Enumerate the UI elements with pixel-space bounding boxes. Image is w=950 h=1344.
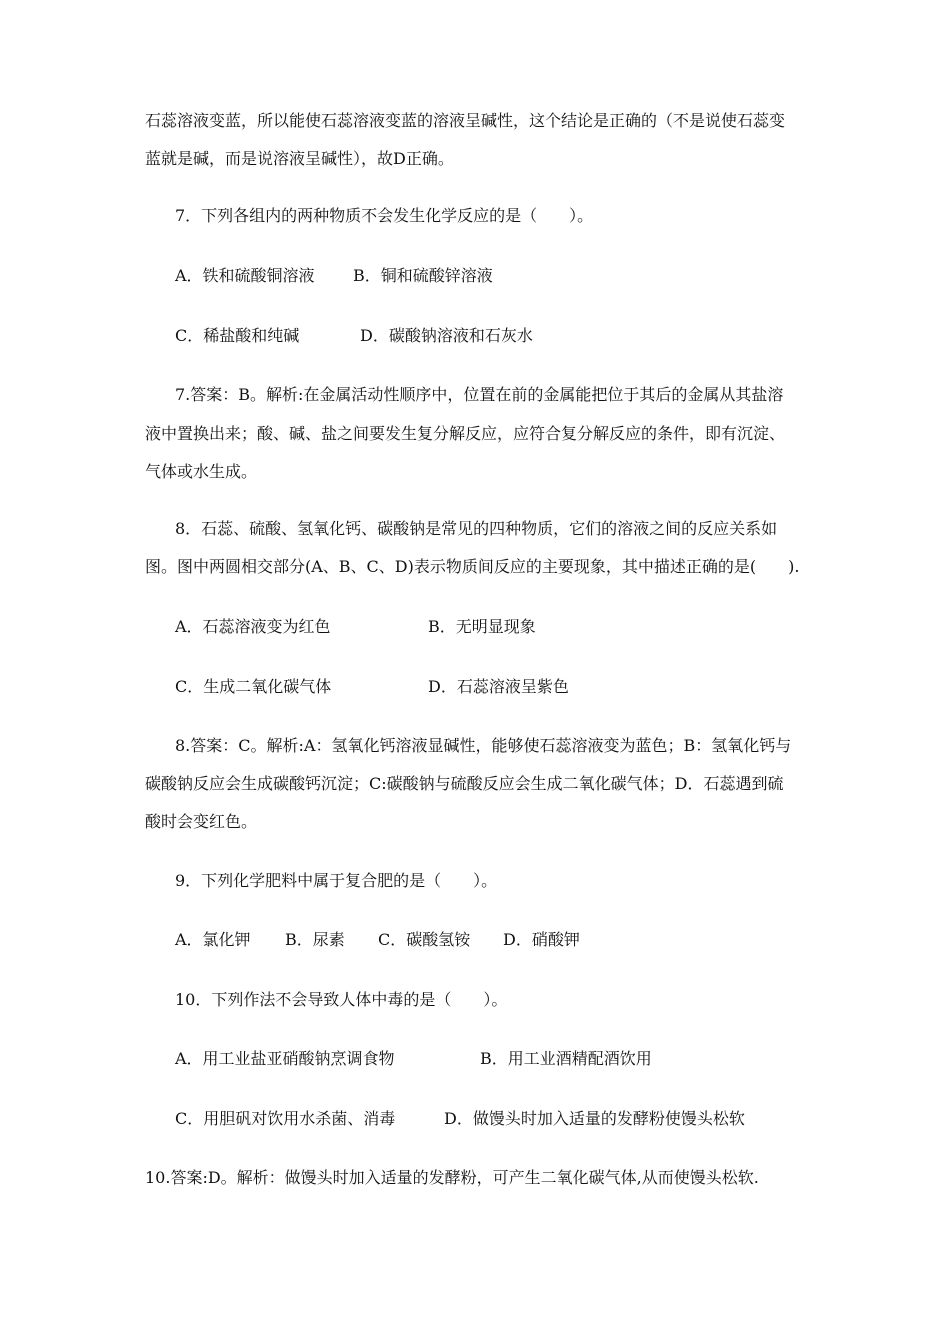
- question-7-answer-line-3: 气体或水生成。: [145, 462, 258, 481]
- question-8-option-d: D．石蕊溶液呈紫色: [428, 677, 569, 696]
- question-7-stem: 7．下列各组内的两种物质不会发生化学反应的是（ ）。: [175, 206, 594, 225]
- question-7-option-d: D．碳酸钠溶液和石灰水: [360, 326, 533, 345]
- question-10-option-c: C．用胆矾对饮用水杀菌、消毒: [175, 1109, 396, 1128]
- question-8-answer-line-3: 酸时会变红色。: [145, 812, 258, 831]
- answer-continuation-line-1: 石蕊溶液变蓝，所以能使石蕊溶液变蓝的溶液呈碱性，这个结论是正确的（不是说使石蕊变: [145, 111, 786, 130]
- question-8-option-c: C．生成二氧化碳气体: [175, 677, 332, 696]
- question-7-answer-line-1: 7.答案：B。解析:在金属活动性顺序中，位置在前的金属能把位于其后的金属从其盐溶: [175, 385, 784, 404]
- question-8-option-b: B．无明显现象: [428, 617, 536, 636]
- question-9-option-b: B．尿素: [285, 930, 345, 949]
- question-10-answer: 10.答案:D。解析：做馒头时加入适量的发酵粉，可产生二氧化碳气体,从而使馒头松软.: [145, 1168, 759, 1187]
- question-8-answer-line-2: 碳酸钠反应会生成碳酸钙沉淀；C:碳酸钠与硫酸反应会生成二氧化碳气体；D．石蕊遇到硫: [145, 774, 784, 793]
- question-9-option-d: D．硝酸钾: [503, 930, 580, 949]
- question-8-answer-line-1: 8.答案：C。解析:A：氢氧化钙溶液显碱性，能够使石蕊溶液变为蓝色；B：氢氧化钙与: [175, 736, 792, 755]
- question-9-option-a: A．氯化钾: [175, 930, 251, 949]
- question-7-option-c: C．稀盐酸和纯碱: [175, 326, 300, 345]
- question-8-stem-line-1: 8．石蕊、硫酸、氢氧化钙、碳酸钠是常见的四种物质，它们的溶液之间的反应关系如: [175, 519, 778, 538]
- question-10-stem: 10．下列作法不会导致人体中毒的是（ ）。: [175, 990, 508, 1009]
- question-7-option-a: A．铁和硫酸铜溶液: [175, 266, 315, 285]
- question-7-option-b: B．铜和硫酸锌溶液: [353, 266, 493, 285]
- question-10-option-b: B．用工业酒精配酒饮用: [480, 1049, 652, 1068]
- question-8-stem-line-2: 图。图中两圆相交部分(A、B、C、D)表示物质间反应的主要现象，其中描述正确的是( ).: [145, 557, 800, 576]
- question-10-option-d: D．做馒头时加入适量的发酵粉使馒头松软: [444, 1109, 745, 1128]
- question-9-stem: 9．下列化学肥料中属于复合肥的是（ ）。: [175, 871, 498, 890]
- question-10-option-a: A．用工业盐亚硝酸钠烹调食物: [175, 1049, 395, 1068]
- question-9-option-c: C．碳酸氢铵: [378, 930, 471, 949]
- question-7-answer-line-2: 液中置换出来；酸、碱、盐之间要发生复分解反应，应符合复分解反应的条件，即有沉淀、: [145, 424, 786, 443]
- answer-continuation-line-2: 蓝就是碱，而是说溶液呈碱性），故D正确。: [145, 149, 454, 168]
- question-8-option-a: A．石蕊溶液变为红色: [175, 617, 331, 636]
